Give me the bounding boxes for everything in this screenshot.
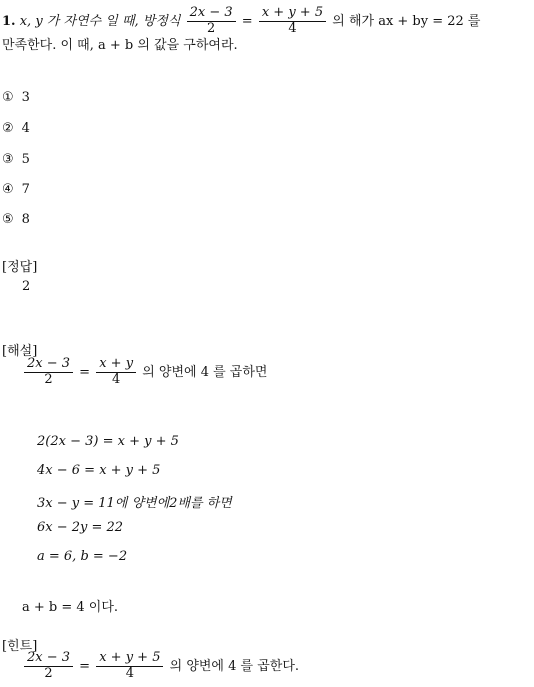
question-fraction-left bbox=[187, 6, 236, 37]
choice-value: 8 bbox=[21, 212, 30, 227]
fraction-denominator: 4 bbox=[112, 371, 121, 387]
choice-4[interactable] bbox=[2, 182, 30, 197]
explanation-step-4: 6x − 2y = 22 bbox=[37, 520, 124, 535]
question-text-a: x, y 가 자연수 일 때, 방정식 bbox=[19, 13, 181, 29]
choice-3[interactable] bbox=[2, 152, 30, 167]
choice-marker: ② bbox=[2, 121, 14, 136]
equals-sign: = bbox=[79, 364, 91, 380]
question-line-2: 만족한다. 이 때, a + b 의 값을 구하여라. bbox=[2, 38, 238, 53]
choice-marker: ① bbox=[2, 90, 14, 105]
choice-value: 7 bbox=[21, 182, 30, 197]
explanation-conclusion: a + b = 4 이다. bbox=[22, 600, 119, 615]
fraction-numerator: x + y + 5 bbox=[96, 651, 163, 667]
fraction-denominator: 4 bbox=[288, 20, 297, 36]
equals-sign: = bbox=[241, 13, 253, 29]
choice-marker: ③ bbox=[2, 152, 14, 167]
explanation-fraction-left bbox=[24, 357, 73, 388]
explanation-intro bbox=[22, 357, 267, 388]
question-number: 1. bbox=[2, 13, 16, 29]
choice-marker: ⑤ bbox=[2, 212, 14, 227]
hint-fraction-left bbox=[24, 651, 73, 682]
fraction-denominator: 2 bbox=[44, 371, 53, 387]
fraction-numerator: 2x − 3 bbox=[187, 6, 236, 22]
answer-value: 2 bbox=[22, 279, 31, 294]
explanation-step-2: 4x − 6 = x + y + 5 bbox=[37, 463, 161, 478]
choice-2[interactable] bbox=[2, 121, 30, 136]
choice-value: 3 bbox=[21, 90, 30, 105]
answer-label: [정답] bbox=[2, 260, 38, 275]
question-line-1 bbox=[2, 6, 480, 37]
hint-fraction-right bbox=[96, 651, 163, 682]
explanation-step-1: 2(2x − 3) = x + y + 5 bbox=[37, 434, 179, 449]
hint-tail: 의 양변에 4 를 곱한다. bbox=[169, 658, 300, 674]
choice-5[interactable] bbox=[2, 212, 30, 227]
explanation-fraction-right bbox=[96, 357, 136, 388]
hint-label: [힌트] bbox=[2, 639, 38, 654]
explanation-intro-tail: 의 양변에 4 를 곱하면 bbox=[142, 364, 268, 380]
fraction-denominator: 2 bbox=[207, 20, 216, 36]
explanation-step-5: a = 6, b = −2 bbox=[37, 549, 128, 564]
fraction-numerator: 2x − 3 bbox=[24, 357, 73, 373]
hint-line bbox=[22, 651, 299, 682]
equals-sign: = bbox=[79, 658, 91, 674]
choice-value: 4 bbox=[21, 121, 30, 136]
fraction-numerator: 2x − 3 bbox=[24, 651, 73, 667]
choice-1[interactable] bbox=[2, 90, 30, 105]
question-text-b: 의 해가 ax + by = 22 를 bbox=[332, 13, 481, 29]
choice-marker: ④ bbox=[2, 182, 14, 197]
fraction-numerator: x + y bbox=[96, 357, 136, 373]
choice-value: 5 bbox=[21, 152, 30, 167]
fraction-numerator: x + y + 5 bbox=[259, 6, 326, 22]
explanation-step-3: 3x − y = 11에 양변에2배를 하면 bbox=[37, 496, 232, 511]
fraction-denominator: 4 bbox=[125, 665, 134, 681]
fraction-denominator: 2 bbox=[44, 665, 53, 681]
question-fraction-right bbox=[259, 6, 326, 37]
explanation-label: [해설] bbox=[2, 344, 38, 359]
